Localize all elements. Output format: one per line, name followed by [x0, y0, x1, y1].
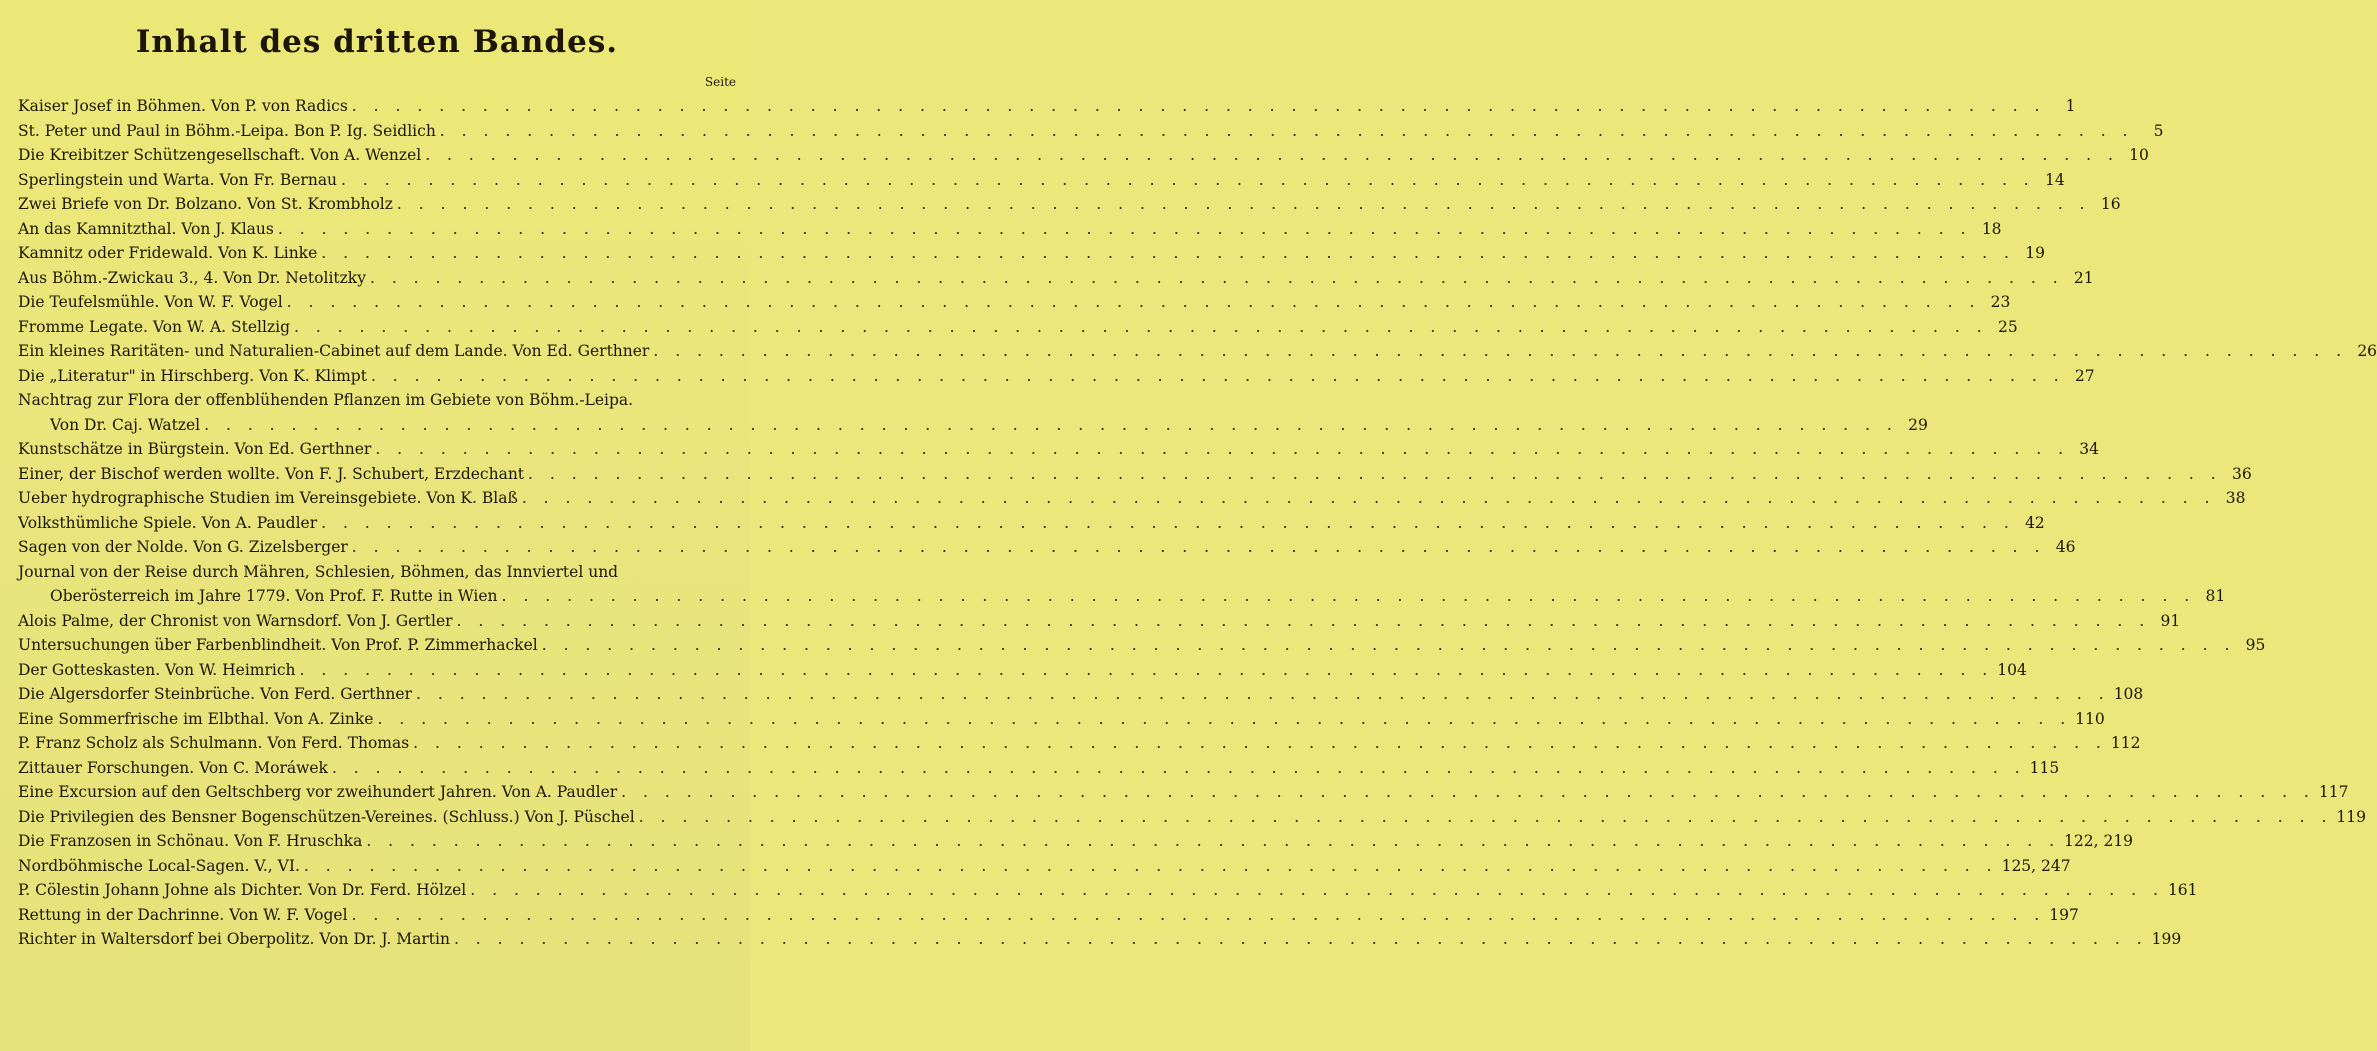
- toc-entry-title: Nachtrag zur Flora der offenblühenden Pflanzen im Gebiete von Böhm.-Leipa.: [18, 391, 634, 409]
- toc-entry: [18, 486, 2246, 511]
- toc-entry: [18, 364, 2095, 389]
- toc-entry-page: 110: [2075, 709, 2105, 728]
- toc-entry-page: 91: [2160, 611, 2181, 630]
- toc-entry-title: Von Dr. Caj. Watzel: [50, 415, 201, 434]
- toc-entry: [18, 878, 2198, 903]
- dot-leader: [528, 462, 2222, 487]
- toc-entry: [18, 339, 2377, 364]
- toc-entry-title: Kamnitz oder Fridewald. Von K. Linke: [18, 244, 318, 262]
- dot-leader: [204, 413, 1898, 438]
- toc-entry: [18, 829, 2134, 854]
- toc-entry-page: 112: [2110, 734, 2141, 752]
- toc-entry: [18, 315, 2018, 340]
- toc-entry-title: Die Teufelsmühle. Von W. F. Vogel: [18, 293, 283, 311]
- dot-leader: [321, 241, 2015, 266]
- toc-entry-title: Zwei Briefe von Dr. Bolzano. Von St. Krombholz: [18, 195, 393, 213]
- toc-entry-title: Einer, der Bischof werden wollte. Von F. J. Schubert, Erzdechant: [18, 464, 525, 483]
- toc-entry-page: 29: [1908, 415, 1928, 434]
- toc-entry-title: Die Kreibitzer Schützengesellschaft. Von A. Wenzel: [18, 146, 422, 164]
- toc-entry-title: Volksthümliche Spiele. Von A. Paudler: [18, 513, 318, 532]
- toc-entry: [18, 143, 2149, 168]
- dot-leader: [375, 437, 2069, 462]
- toc-entry-title: Die Privilegien des Bensner Bogenschützen-Vereines. (Schluss.) Von J. Püschel: [18, 807, 635, 826]
- toc-entry-title: An das Kamnitzthal. Von J. Klaus: [18, 219, 274, 238]
- toc-entry: [18, 535, 2076, 560]
- toc-entry-title: Untersuchungen über Farbenblindheit. Von Prof. P. Zimmerhackel: [18, 636, 538, 654]
- toc-entry-page: 26: [2357, 342, 2377, 360]
- toc-entry: [18, 707, 2105, 732]
- dot-leader: [416, 682, 2110, 707]
- toc-entry: [18, 805, 2366, 830]
- toc-entry-title: St. Peter und Paul in Böhm.-Leipa. Bon P. Ig. Seidlich: [18, 121, 436, 140]
- toc-entry-title: Ueber hydrographische Studien im Vereinsgebiete. Von K. Blaß: [18, 489, 518, 507]
- dot-leader: [370, 266, 2064, 291]
- toc-entry-page: 119: [2336, 807, 2366, 826]
- dot-leader: [304, 854, 1998, 879]
- toc-entry-page: 1: [2065, 97, 2076, 115]
- toc-entry: [18, 756, 2060, 781]
- toc-entry-title: Journal von der Reise durch Mähren, Schlesien, Böhmen, das Innviertel und: [18, 562, 619, 581]
- toc-entry: [18, 731, 2141, 756]
- dot-leader: [639, 805, 2333, 830]
- page-column-header: Seite: [704, 75, 736, 89]
- toc-entry: [18, 94, 2076, 119]
- toc-entry: [18, 927, 2182, 952]
- toc-entry-page: 122, 219: [2064, 832, 2134, 850]
- toc-entry: [18, 584, 2226, 609]
- toc-entry-title: Sperlingstein und Warta. Von Fr. Bernau: [18, 170, 338, 189]
- toc-entry: [18, 266, 2094, 291]
- toc-entry-page: 10: [2129, 146, 2149, 164]
- toc-entry-title: Sagen von der Nolde. Von G. Zizelsberger: [18, 538, 348, 556]
- dot-leader: [352, 94, 2046, 119]
- toc-entry-title: Alois Palme, der Chronist von Warnsdorf. Von J. Gertler: [18, 611, 453, 630]
- toc-entry-page: 25: [1997, 317, 2018, 336]
- dot-leader: [502, 584, 2196, 609]
- dot-leader: [425, 143, 2119, 168]
- toc-entry-title: Die Franzosen in Schönau. Von F. Hruschka: [18, 832, 363, 850]
- toc-entry-page: 95: [2245, 636, 2266, 654]
- toc-entry-title: Nordböhmische Local-Sagen. V., VI.: [18, 856, 300, 875]
- toc-entry: [18, 192, 2121, 217]
- toc-entry: [18, 217, 2002, 242]
- toc-entry-page: 16: [2100, 195, 2121, 213]
- toc-entry-page: 161: [2167, 881, 2198, 899]
- toc-entry: [18, 609, 2181, 634]
- dot-leader: [377, 707, 2071, 732]
- toc-entry-page: 81: [2205, 587, 2226, 605]
- toc-entry-title: P. Cölestin Johann Johne als Dichter. Von Dr. Ferd. Hölzel: [18, 881, 467, 899]
- toc-entry-title: Der Gotteskasten. Von W. Heimrich: [18, 660, 296, 679]
- toc-entry: [18, 462, 2252, 487]
- dot-leader: [352, 535, 2046, 560]
- toc-entry-page: 36: [2231, 464, 2252, 483]
- toc-entry: [18, 854, 2071, 879]
- toc-entry-title: Rettung in der Dachrinne. Von W. F. Vogel: [18, 905, 348, 924]
- toc-entry: [18, 780, 2349, 805]
- toc-entry: [18, 168, 2065, 193]
- toc-list: [18, 94, 2377, 952]
- dot-leader: [397, 192, 2091, 217]
- toc-entry-page: 42: [2025, 513, 2045, 532]
- toc-entry-page: 104: [1997, 660, 2027, 679]
- dot-leader: [454, 927, 2148, 952]
- toc-entry: [18, 658, 2027, 683]
- dot-leader: [321, 511, 2015, 536]
- toc-entry: [18, 413, 1928, 438]
- page-title: Inhalt des dritten Bandes.: [135, 24, 619, 60]
- dot-leader: [653, 339, 2347, 364]
- dot-leader: [300, 658, 1994, 683]
- dot-leader: [621, 780, 2315, 805]
- dot-leader: [522, 486, 2216, 511]
- dot-leader: [457, 609, 2151, 634]
- toc-entry-title: Oberösterreich im Jahre 1779. Von Prof. F. Rutte in Wien: [50, 587, 498, 605]
- toc-entry-title: Eine Excursion auf den Geltschberg vor zweihundert Jahren. Von A. Paudler: [18, 783, 618, 801]
- toc-entry-page: 21: [2073, 268, 2094, 287]
- toc-entry: [18, 511, 2045, 536]
- toc-entry-page: 19: [2025, 244, 2045, 262]
- toc-entry-page: 197: [2049, 905, 2079, 924]
- toc-entry: [18, 241, 2045, 266]
- toc-entry-page: 199: [2151, 930, 2182, 948]
- toc-entry-title: P. Franz Scholz als Schulmann. Von Ferd. Thomas: [18, 734, 410, 752]
- toc-entry-page: 34: [2079, 440, 2099, 458]
- toc-entry-page: 5: [2153, 121, 2164, 140]
- toc-entry-page: 108: [2113, 685, 2144, 703]
- toc-entry: [18, 290, 2011, 315]
- toc-entry-title: Die „Literatur" in Hirschberg. Von K. Klimpt: [18, 366, 367, 385]
- toc-entry-title: Die Algersdorfer Steinbrüche. Von Ferd. Gerthner: [18, 685, 412, 703]
- toc-entry-page: 117: [2318, 783, 2349, 801]
- dot-leader: [366, 829, 2060, 854]
- toc-entry-page: 38: [2225, 489, 2246, 507]
- dot-leader: [470, 878, 2164, 903]
- toc-entry-page: 14: [2045, 170, 2065, 189]
- toc-entry-title: Ein kleines Raritäten- und Naturalien-Cabinet auf dem Lande. Von Ed. Gerthner: [18, 342, 650, 360]
- toc-entry: [18, 560, 736, 585]
- toc-entry-page: 46: [2055, 538, 2076, 556]
- toc-entry: [18, 119, 2164, 144]
- dot-leader: [542, 633, 2236, 658]
- dot-leader: [294, 315, 1988, 340]
- dot-leader: [440, 119, 2134, 144]
- toc-entry-title: Aus Böhm.-Zwickau 3., 4. Von Dr. Netolitzky: [18, 268, 366, 287]
- toc-entry-title: Richter in Waltersdorf bei Oberpolitz. Von Dr. J. Martin: [18, 930, 450, 948]
- toc-entry: [18, 903, 2079, 928]
- toc-entry: [18, 388, 736, 413]
- toc-entry-title: Fromme Legate. Von W. A. Stellzig: [18, 317, 290, 336]
- toc-entry-page: 27: [2074, 366, 2095, 385]
- toc-entry-page: 18: [1981, 219, 2002, 238]
- dot-leader: [341, 168, 2035, 193]
- dot-leader: [287, 290, 1981, 315]
- toc-entry-title: Eine Sommerfrische im Elbthal. Von A. Zinke: [18, 709, 374, 728]
- toc-entry-page: 23: [1990, 293, 2011, 311]
- toc-entry-title: Kunstschätze in Bürgstein. Von Ed. Gerthner: [18, 440, 372, 458]
- dot-leader: [413, 731, 2107, 756]
- dot-leader: [332, 756, 2026, 781]
- dot-leader: [278, 217, 1972, 242]
- toc-entry-page: 125, 247: [2001, 856, 2071, 875]
- toc-entry-title: Kaiser Josef in Böhmen. Von P. von Radics: [18, 97, 348, 115]
- toc-entry: [18, 437, 2099, 462]
- toc-entry: [18, 682, 2144, 707]
- toc-entry-title: Zittauer Forschungen. Von C. Moráwek: [18, 758, 328, 777]
- toc-entry: [18, 633, 2266, 658]
- dot-leader: [371, 364, 2065, 389]
- dot-leader: [352, 903, 2046, 928]
- toc-entry-page: 115: [2029, 758, 2060, 777]
